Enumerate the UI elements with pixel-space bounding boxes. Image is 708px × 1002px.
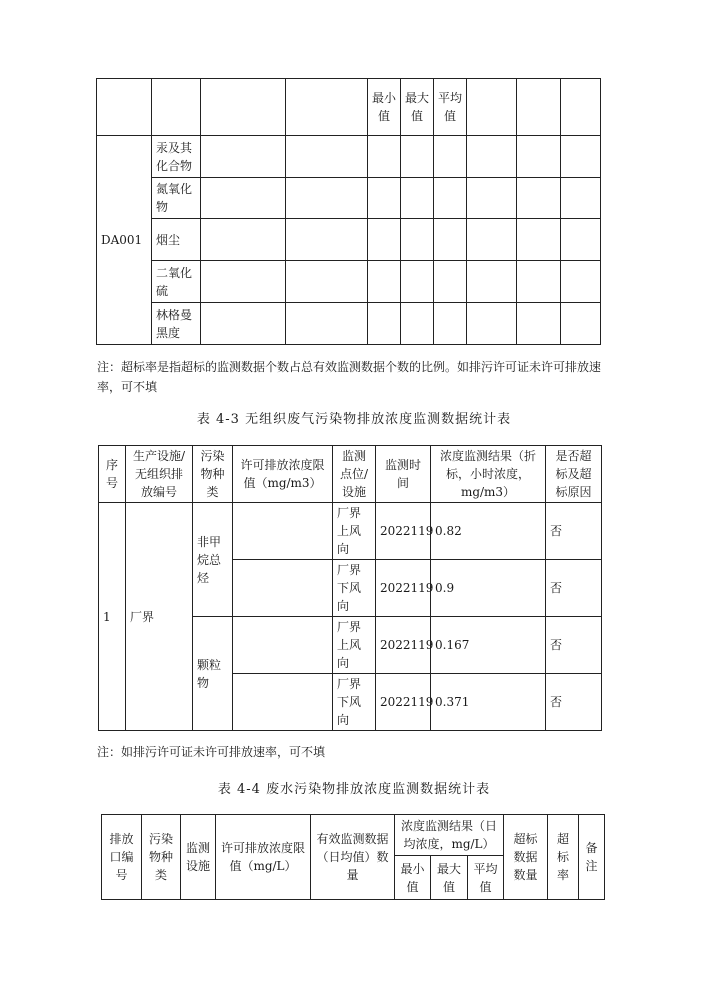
header-count: 有效监测数据（日均值）数量: [311, 815, 395, 900]
exceed-cell: 否: [546, 560, 602, 617]
header-facility: 监测设施: [181, 815, 216, 900]
header-min: 最小值: [368, 79, 401, 136]
header-exceed: 是否超标及超标原因: [546, 446, 602, 503]
time-cell: 2022119: [376, 617, 431, 674]
result-cell: 0.167: [431, 617, 546, 674]
header-remark: 备注: [579, 815, 605, 900]
wastewater-table: [101, 814, 605, 900]
header-cell: [467, 79, 517, 136]
exceed-cell: 否: [546, 617, 602, 674]
pollutant-cell: 二氧化硫: [152, 261, 201, 303]
header-exceed-rate: 超标率: [548, 815, 579, 900]
header-min: 最小值: [395, 856, 431, 900]
pollutant-cell: 林格曼黑度: [152, 303, 201, 345]
header-max: 最大值: [401, 79, 434, 136]
point-cell: 厂界上风向: [333, 617, 376, 674]
exceed-cell: 否: [546, 503, 602, 560]
point-cell: 厂界上风向: [333, 503, 376, 560]
point-cell: 厂界下风向: [333, 560, 376, 617]
outlet-cell: DA001: [97, 136, 152, 345]
header-cell: [201, 79, 286, 136]
time-cell: 2022119: [376, 560, 431, 617]
time-cell: 2022119: [376, 503, 431, 560]
header-seq: 序号: [99, 446, 126, 503]
emission-table-4-2: [96, 78, 601, 345]
result-cell: 0.371: [431, 674, 546, 731]
seq-cell: 1: [99, 503, 126, 731]
header-limit: 许可排放浓度限值（mg/m3）: [233, 446, 333, 503]
caption-table-4-3: 表 4-3 无组织废气污染物排放浓度监测数据统计表: [196, 412, 512, 427]
fugitive-gas-table: [98, 445, 602, 731]
result-cell: 0.9: [431, 560, 546, 617]
header-result: 浓度监测结果（日均浓度，mg/L）: [395, 815, 504, 856]
header-facility: 生产设施/无组织排放编号: [126, 446, 193, 503]
header-outlet: 排放口编号: [102, 815, 142, 900]
caption-table-4-4: 表 4-4 废水污染物排放浓度监测数据统计表: [217, 782, 491, 797]
header-cell: [97, 79, 152, 136]
pollutant-cell: 氮氧化物: [152, 178, 201, 219]
point-cell: 厂界下风向: [333, 674, 376, 731]
header-result: 浓度监测结果（折标，小时浓度，mg/m3）: [431, 446, 546, 503]
note-rate: 注：如排污许可证未许可排放速率，可不填: [97, 745, 326, 759]
header-exceed-count: 超标数据数量: [504, 815, 548, 900]
pollutant-cell: 汞及其化合物: [152, 136, 201, 178]
result-cell: 0.82: [431, 503, 546, 560]
header-limit: 许可排放浓度限值（mg/L）: [216, 815, 311, 900]
note-exceed-rate: 注：超标率是指超标的监测数据个数占总有效监测数据个数的比例。如排污许可证未许可排放速率，可不填: [97, 360, 602, 394]
pollutant-cell: 非甲烷总烃: [193, 503, 233, 617]
header-cell: [561, 79, 601, 136]
header-cell: [286, 79, 368, 136]
header-cell: [517, 79, 561, 136]
header-avg: 平均值: [434, 79, 467, 136]
header-pollutant: 污染物种类: [193, 446, 233, 503]
header-avg: 平均值: [468, 856, 504, 900]
exceed-cell: 否: [546, 674, 602, 731]
pollutant-cell: 颗粒物: [193, 617, 233, 731]
header-cell: [152, 79, 201, 136]
header-pollutant: 污染物种类: [142, 815, 181, 900]
time-cell: 2022119: [376, 674, 431, 731]
header-time: 监测时间: [376, 446, 431, 503]
header-max: 最大值: [431, 856, 468, 900]
facility-cell: 厂界: [126, 503, 193, 731]
header-point: 监测点位/设施: [333, 446, 376, 503]
pollutant-cell: 烟尘: [152, 219, 201, 261]
